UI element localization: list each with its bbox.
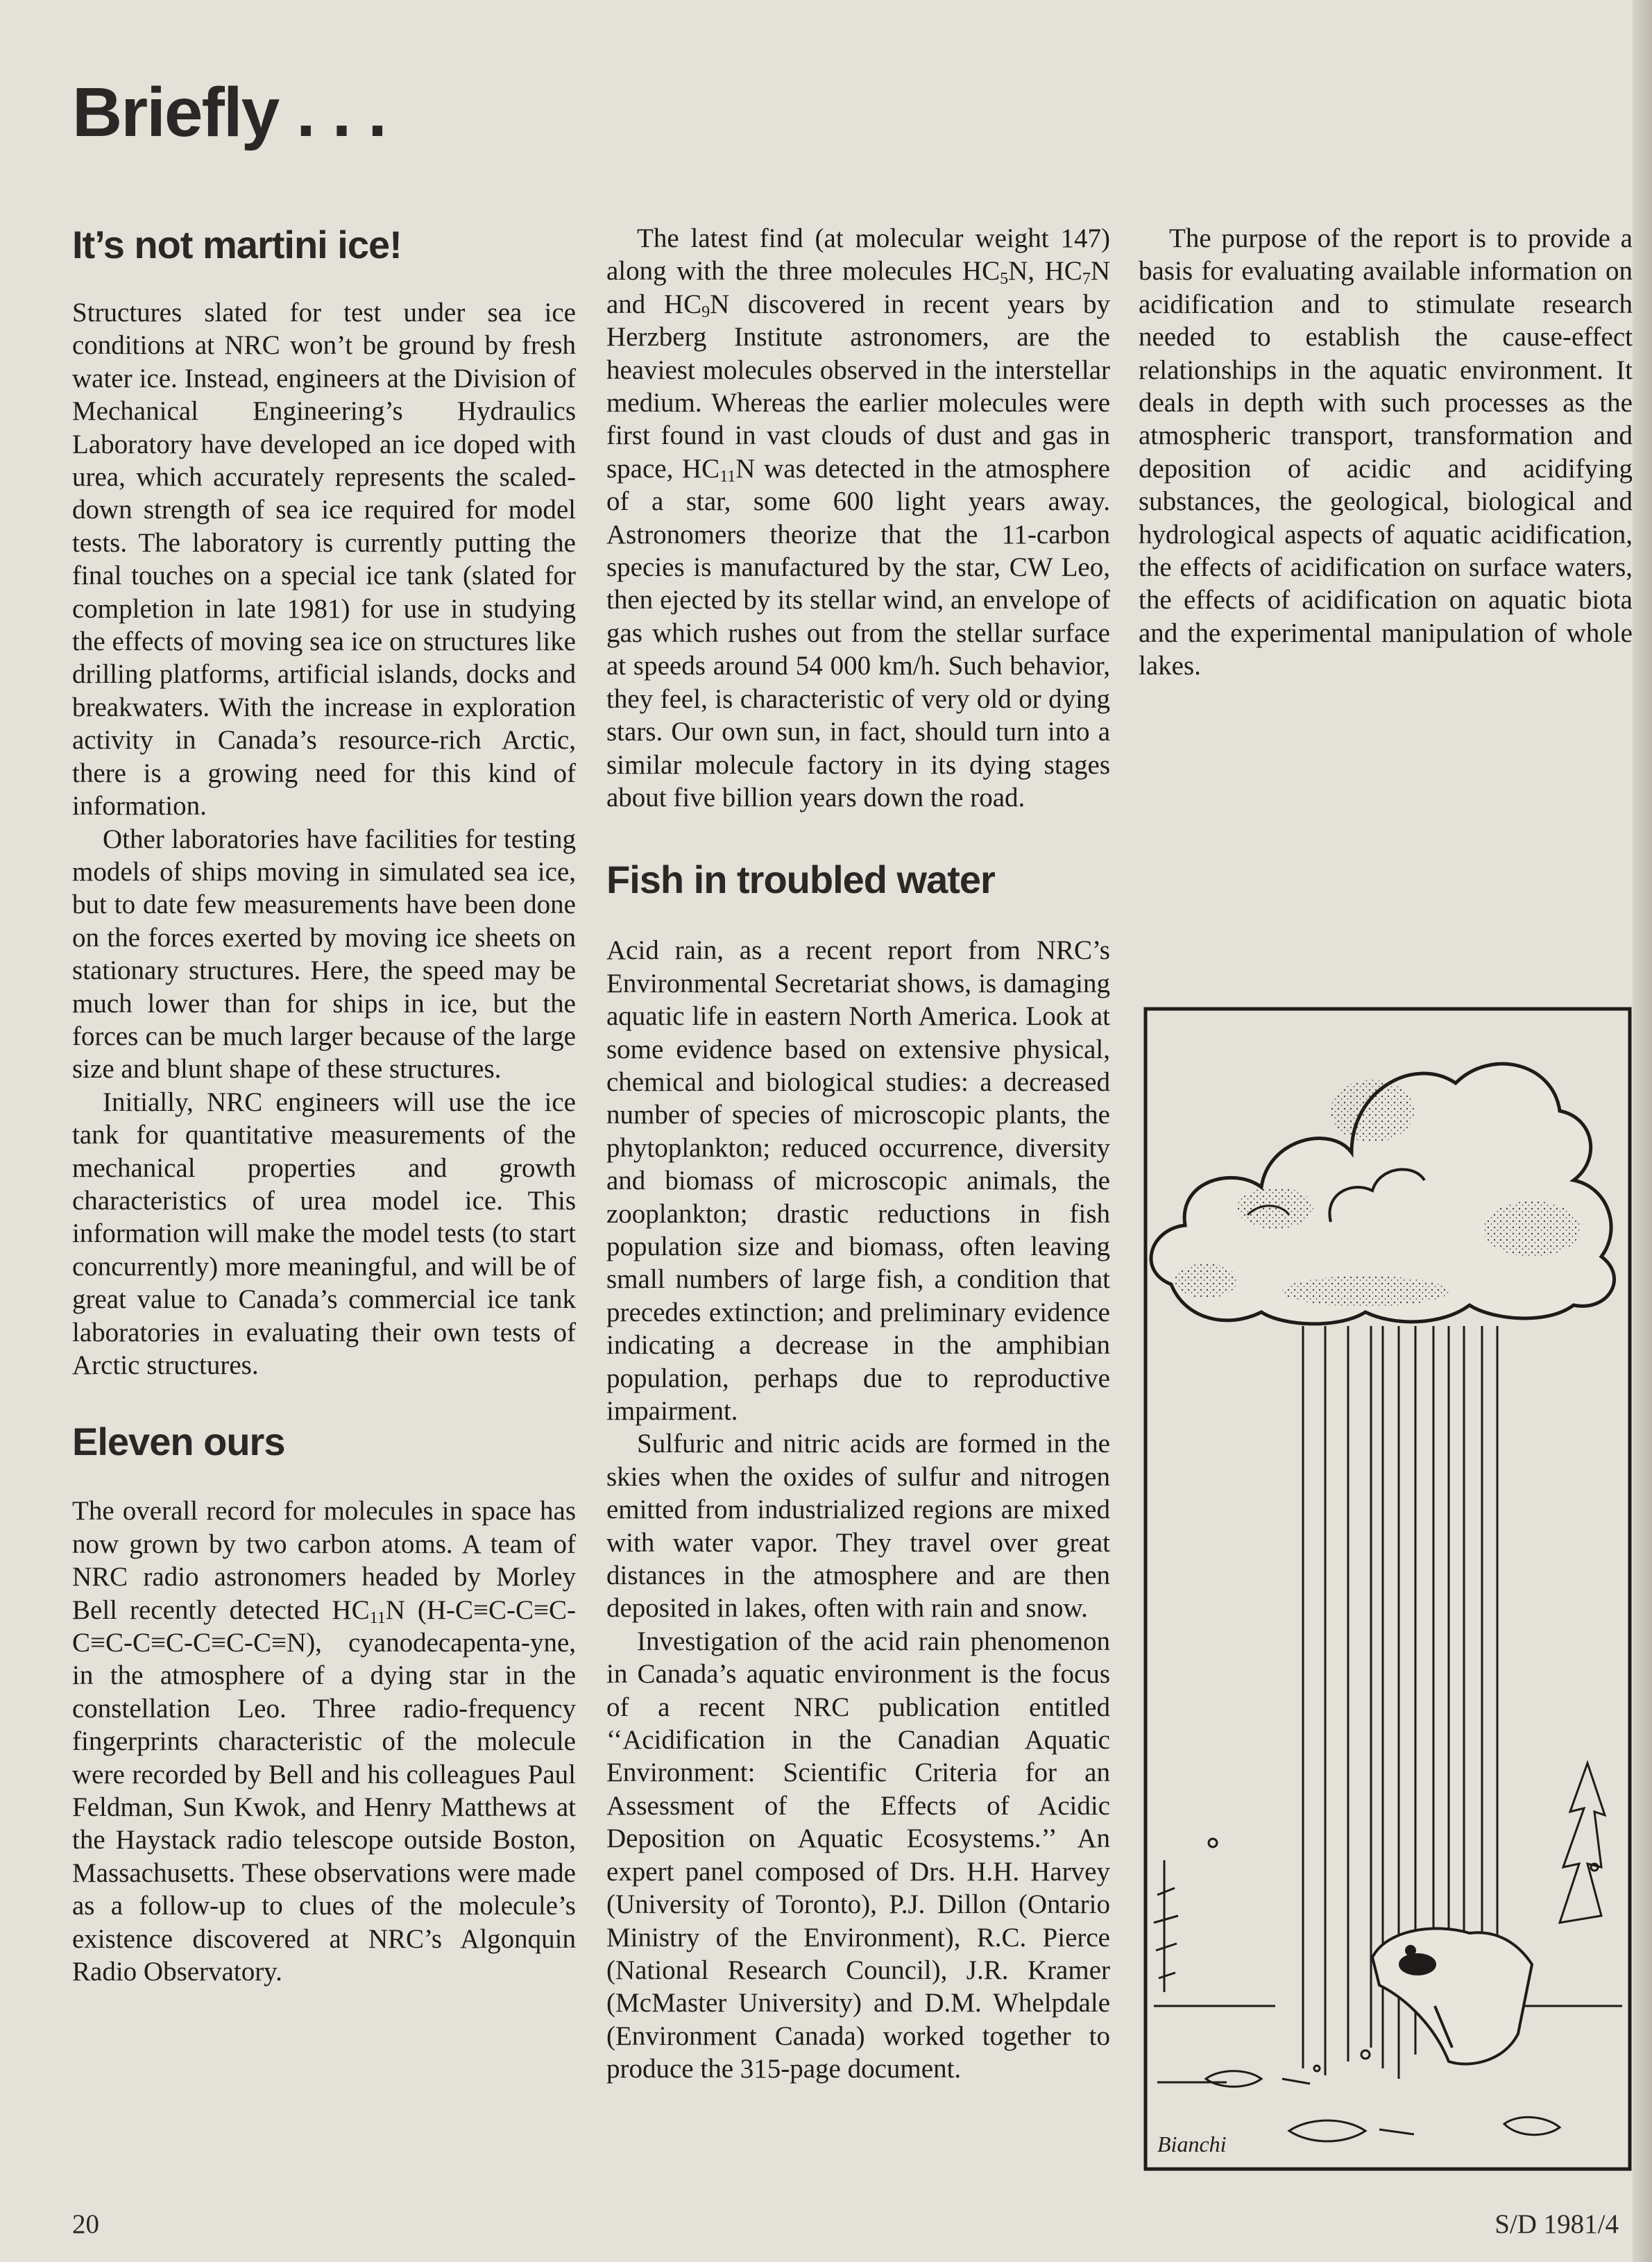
article-paragraph: Structures slated for test under sea ice conditions at NRC won’t be ground by fresh water ice. Instead, engineers at the Division of Mechanical Engineering’s Hydraulics Laboratory have developed an ice doped with urea, which accurately represents the scaled-down strength of sea ice required for model tests. The laboratory is currently putting the final touches on a special ice tank (slated for completion in late 1981) for use in studying the effects of moving sea ice on structures like drilling platforms, artificial islands, docks and breakwaters. With the increase in exploration activity in Canada’s resource-rich Arctic, there is a growing need for this kind of information. [72,298,576,822]
column-3 [1139,222,1633,683]
issue-label: S/D 1981/4 [1495,2209,1619,2239]
cartoon-drawing [1143,1007,1633,2172]
article-paragraph: Initially, NRC engineers will use the ice tank for quantitative measurements of the mechanical properties and growth characteristics of urea model ice. This information will make the model tests (to start concurrently) more meaningful, and will be of great value to Canada’s commercial ice tank laboratories in evaluating their own tests of Arctic structures. [72,1087,576,1380]
fish-icon [1372,1928,1532,2064]
column-2 [606,222,1110,2086]
article-heading-eleven-ours: Eleven ours [72,1420,285,1464]
article-paragraph: The latest find (at molecular weight 147) along with the three molecules $HC_5N$, $HC_7N$ and $HC_9N$ discovered in recent years by Herzberg Institute astronomers, are the heaviest molecules observed in the interstellar medium. Whereas the earlier molecules were first found in vast clouds of dust and gas in space, $HC_{11}N$ was detected in the atmosphere of a star, some 600 light years away. Astronomers theorize that the 11-carbon species is manufactured by the star, CW Leo, then ejected by its stellar wind, an envelope of gas which rushes out from the stellar surface at speeds around 54 000 km/h. Such behavior, they feel, is characteristic of very old or dying stars. Our own sun, in fact, should turn into a similar molecule factory in its dying stages about five billion years down the road. [606,223,1110,813]
artist-signature: Bianchi [1157,2132,1227,2157]
page-number: 20 [72,2209,99,2239]
acid-rain-cartoon [1143,1007,1633,2172]
article-paragraph: Other laboratories have facilities for testing models of ships moving in simulated sea ice, but to date few measurements have been done on the forces exerted by moving ice sheets on stationary structures. Here, the speed may be much lower than for ships in ice, but the forces can be much larger because of the large size and blunt shape of these structures. [72,824,576,1085]
article-paragraph: Acid rain, as a recent report from NRC’s Environmental Secretariat shows, is damaging aquatic life in eastern North America. Look at some evidence based on extensive physical, chemical and biological studies: a decreased number of species of microscopic plants, the phytoplankton; reduced occurrence, diversity and biomass of microscopic animals, the zooplankton; drastic reductions in fish population size and biomass, often leaving small numbers of large fish, a condition that precedes extinction; and preliminary evidence indicating a decrease in the amphibian population, perhaps due to reproductive impairment. [606,935,1110,1426]
article-heading-martini-ice: It’s not martini ice! [72,223,402,266]
page-edge-shadow [1633,0,1652,2262]
article-heading-fish-troubled-water: Fish in troubled water [606,858,995,902]
column-1 [72,222,576,1989]
article-paragraph: The purpose of the report is to provide a basis for evaluating available information on acidification and to stimulate research needed to establish the cause-effect relationships in the aquatic environment. It deals in depth with such processes as the atmospheric transport, transformation and deposition of acidic and acidifying substances, the geological, biological and hydrological aspects of aquatic acidification, the effects of acidification on surface waters, the effects of acidification on aquatic biota and the experimental manipulation of whole lakes. [1139,223,1633,681]
article-paragraph: The overall record for molecules in space has now grown by two carbon atoms. A team of NRC radio astronomers headed by Morley Bell recently detected $HC_{11}N$ (H-C≡C-C≡C-C≡C-C≡C-C≡C-C≡N), cyanodecapenta-yne, in the atmosphere of a dying star in the constellation Leo. Three radio-frequency fingerprints characteristic of the molecule were recorded by Bell and his colleagues Paul Feldman, Sun Kwok, and Henry Matthews at the Haystack radio telescope outside Boston, Massachusetts. These observations were made as a follow-up to clues of the molecule’s existence discovered at NRC’s Algonquin Radio Observatory. [72,1496,576,1987]
article-paragraph: Investigation of the acid rain phenomenon in Canada’s aquatic environment is the focus of a recent NRC publication entitled ‘‘Acidification in the Canadian Aquatic Environment: Scientific Criteria for an Assessment of the Effects of Acidic Deposition on Aquatic Ecosystems.’’ An expert panel composed of Drs. H.H. Harvey (University of Toronto), P.J. Dillon (Ontario Ministry of the Environment), R.C. Pierce (National Research Council), J.R. Kramer (McMaster University) and D.M. Whelpdale (Environment Canada) worked together to produce the 315-page document. [606,1626,1110,2084]
page-masthead: Briefly . . . [72,74,386,151]
article-paragraph: Sulfuric and nitric acids are formed in the skies when the oxides of sulfur and nitrogen emitted from industrialized regions are mixed with water vapor. They travel over great distances in the atmosphere and are then deposited in lakes, often with rain and snow. [606,1429,1110,1624]
